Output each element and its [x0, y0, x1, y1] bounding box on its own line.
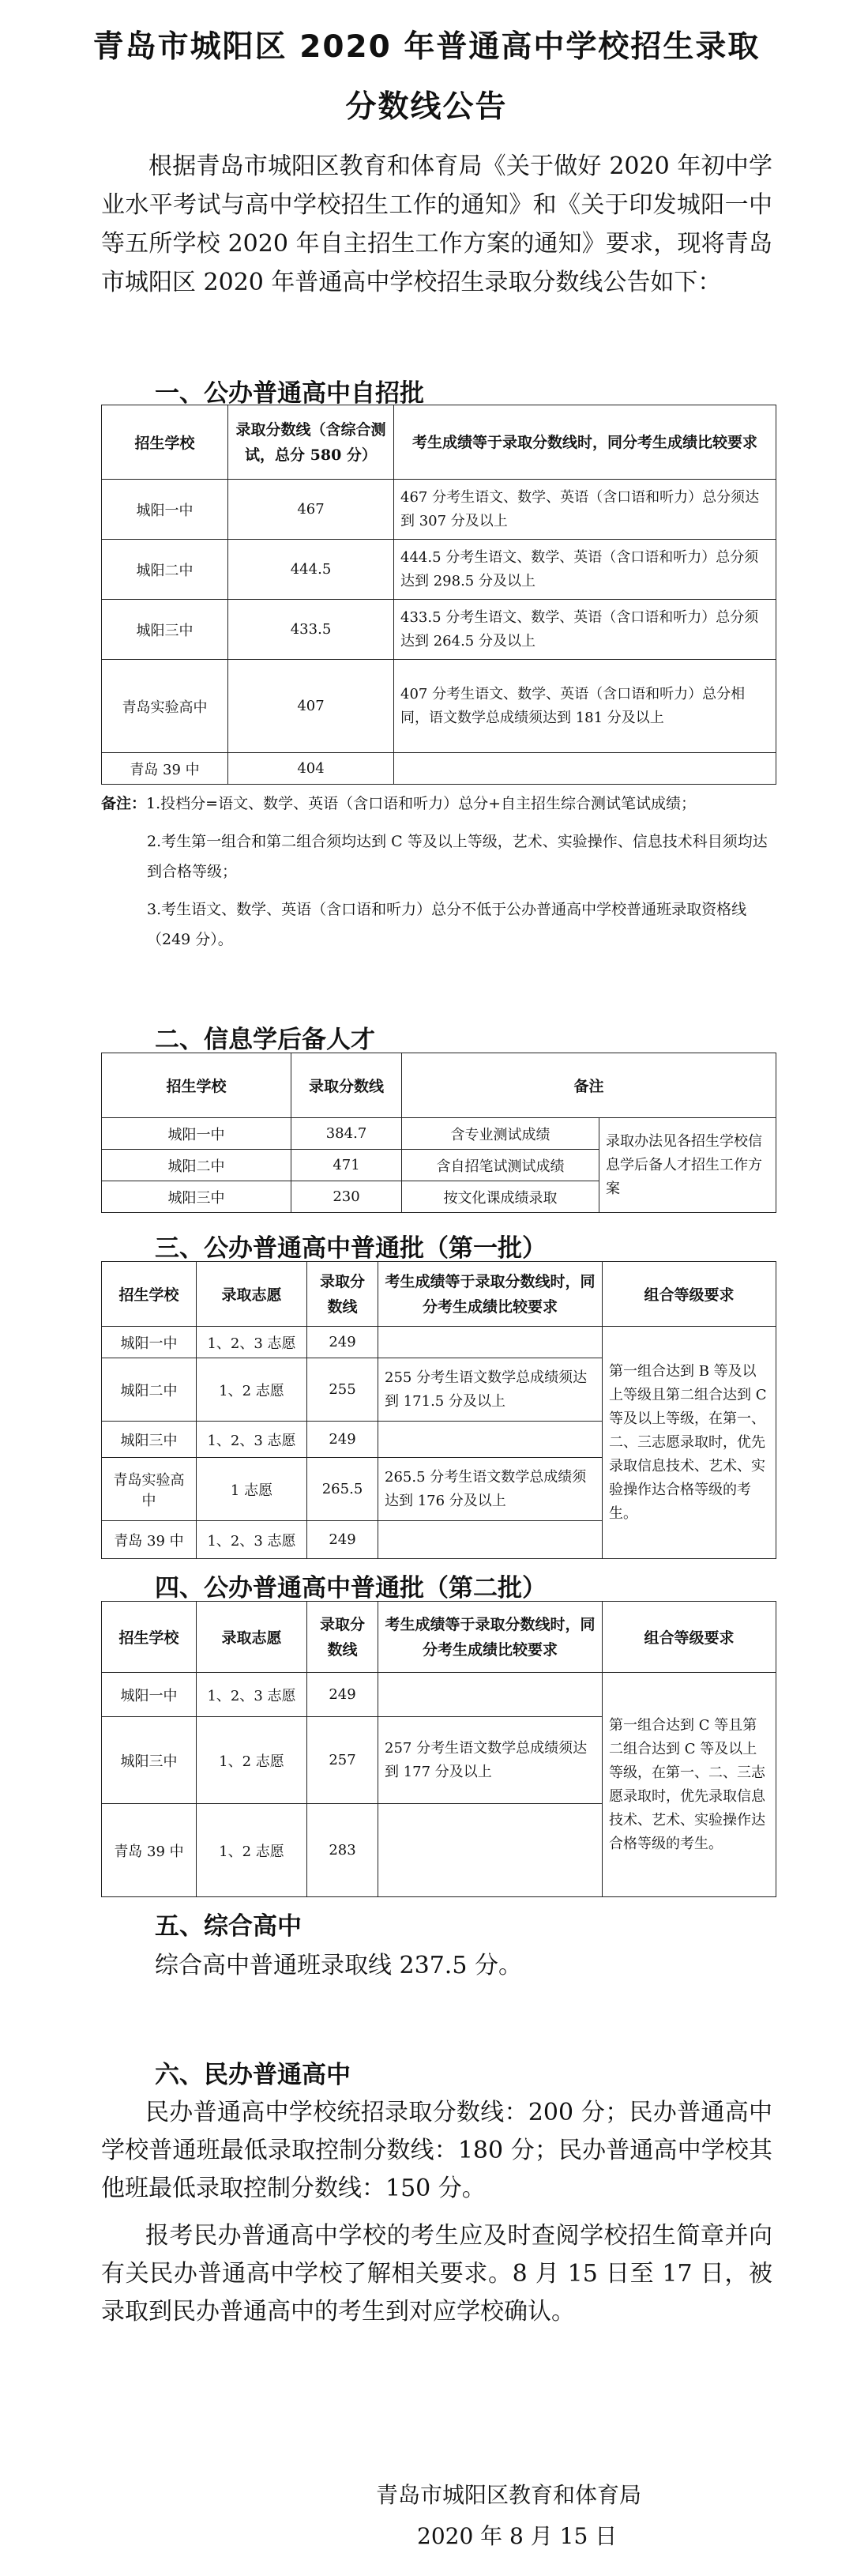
header-score: 录取分数线 [307, 1262, 378, 1327]
cell-school: 青岛实验高中 [102, 1458, 197, 1521]
section1-notes [101, 789, 780, 955]
table-row [102, 660, 776, 753]
header-rule: 考生成绩等于录取分数线时，同分考生成绩比较要求 [378, 1602, 603, 1673]
header-score: 录取分数线 [307, 1602, 378, 1673]
cell-rule: 444.5 分考生语文、数学、英语（含口语和听力）总分须达到 298.5 分及以上 [394, 540, 776, 600]
table-header-row [102, 1262, 776, 1327]
cell-score: 471 [291, 1150, 402, 1181]
header-school: 招生学校 [102, 1262, 197, 1327]
note-2: 2.考生第一组合和第二组合须均达到 C 等及以上等级，艺术、实验操作、信息技术科目须均达到合格等级； [147, 833, 768, 880]
cell-rule [378, 1521, 603, 1559]
cell-rule: 433.5 分考生语文、数学、英语（含口语和听力）总分须达到 264.5 分及以上 [394, 600, 776, 660]
cell-score: 467 [228, 480, 394, 540]
header-wish: 录取志愿 [197, 1262, 307, 1327]
cell-rule [378, 1673, 603, 1717]
cell-school: 城阳三中 [102, 1717, 197, 1804]
cell-school: 城阳一中 [102, 1673, 197, 1717]
cell-school: 城阳三中 [102, 1422, 197, 1458]
table-row [102, 540, 776, 600]
cell-score: 249 [307, 1673, 378, 1717]
section6-paragraph2: 报考民办普通高中学校的考生应及时查阅学校招生简章并向有关民办普通高中学校了解相关要求。8 月 15 日至 17 日，被录取到民办普通高中的考生到对应学校确认。 [101, 2222, 772, 2326]
cell-note: 按文化课成绩录取 [402, 1181, 599, 1213]
note-1: 1.投档分=语文、数学、英语（含口语和听力）总分+自主招生综合测试笔试成绩； [146, 795, 696, 812]
header-req: 组合等级要求 [603, 1602, 776, 1673]
cell-score: 384.7 [291, 1118, 402, 1150]
cell-school: 城阳一中 [102, 480, 228, 540]
cell-school: 城阳二中 [102, 540, 228, 600]
section6-heading: 六、民办普通高中 [155, 2061, 351, 2089]
section4-table [101, 1601, 776, 1897]
page-title-line2: 分数线公告 [345, 89, 508, 125]
cell-school: 青岛 39 中 [102, 1521, 197, 1559]
cell-rule [378, 1804, 603, 1897]
cell-score: 444.5 [228, 540, 394, 600]
cell-wish: 1、2 志愿 [197, 1717, 307, 1804]
cell-wish: 1、2 志愿 [197, 1358, 307, 1422]
section5-text: 综合高中普通班录取线 237.5 分。 [155, 1952, 522, 1979]
section1-heading: 一、公办普通高中自招批 [155, 379, 424, 408]
cell-rule [378, 1327, 603, 1358]
header-school: 招生学校 [102, 1602, 197, 1673]
cell-wish: 1、2、3 志愿 [197, 1521, 307, 1559]
cell-rule: 257 分考生语文数学总成绩须达到 177 分及以上 [378, 1717, 603, 1804]
table-row [102, 1673, 776, 1717]
section3-heading: 三、公办普通高中普通批（第一批） [155, 1234, 547, 1263]
cell-rule [378, 1422, 603, 1458]
cell-score: 265.5 [307, 1458, 378, 1521]
note-3: 3.考生语文、数学、英语（含口语和听力）总分不低于公办普通高中学校普通班录取资格线（249 分）。 [147, 901, 747, 948]
header-score: 录取分数线 [291, 1053, 402, 1118]
header-score: 录取分数线（含综合测试，总分 580 分） [228, 405, 394, 480]
table-row [102, 1327, 776, 1358]
section5-heading: 五、综合高中 [155, 1912, 302, 1941]
cell-rule: 265.5 分考生语文数学总成绩须达到 176 分及以上 [378, 1458, 603, 1521]
header-school: 招生学校 [102, 405, 228, 480]
cell-score: 249 [307, 1422, 378, 1458]
table-header-row [102, 1602, 776, 1673]
cell-wish: 1、2、3 志愿 [197, 1673, 307, 1717]
table-row [102, 600, 776, 660]
cell-score: 230 [291, 1181, 402, 1213]
section3-table [101, 1261, 776, 1559]
signature-date: 2020 年 8 月 15 日 [417, 2523, 618, 2549]
table-row [102, 1118, 776, 1150]
table-row [102, 753, 776, 785]
cell-school: 城阳二中 [102, 1150, 291, 1181]
cell-rule: 407 分考生语文、数学、英语（含口语和听力）总分相同，语文数学总成绩须达到 181 分及以上 [394, 660, 776, 753]
cell-note: 含专业测试成绩 [402, 1118, 599, 1150]
cell-school: 城阳二中 [102, 1358, 197, 1422]
section2-table [101, 1053, 776, 1213]
cell-wish: 1、2、3 志愿 [197, 1327, 307, 1358]
section6-paragraph1: 民办普通高中学校统招录取分数线：200 分；民办普通高中学校普通班最低录取控制分数线：180 分；民办普通高中学校其他班最低录取控制分数线：150 分。 [101, 2099, 772, 2202]
header-rule: 考生成绩等于录取分数线时，同分考生成绩比较要求 [394, 405, 776, 480]
header-rule: 考生成绩等于录取分数线时，同分考生成绩比较要求 [378, 1262, 603, 1327]
merged-req: 第一组合达到 B 等及以上等级且第二组合达到 C 等及以上等级，在第一、二、三志愿录取时，优先录取信息技术、艺术、实验操作达合格等级的考生。 [603, 1327, 776, 1559]
cell-rule [394, 753, 776, 785]
intro-paragraph: 根据青岛市城阳区教育和体育局《关于做好 2020 年初中学业水平考试与高中学校招生工作的通知》和《关于印发城阳一中等五所学校 2020 年自主招生工作方案的通知》要求，现将青岛市城阳区 2020 年普通高中学校招生录取分数线公告如下： [101, 153, 772, 296]
cell-score: 283 [307, 1804, 378, 1897]
cell-rule: 467 分考生语文、数学、英语（含口语和听力）总分须达到 307 分及以上 [394, 480, 776, 540]
cell-wish: 1 志愿 [197, 1458, 307, 1521]
cell-school: 青岛 39 中 [102, 753, 228, 785]
page-title-line1: 青岛市城阳区 2020 年普通高中学校招生录取 [92, 29, 761, 65]
cell-school: 城阳一中 [102, 1118, 291, 1150]
cell-note: 含自招笔试测试成绩 [402, 1150, 599, 1181]
section2-heading: 二、信息学后备人才 [155, 1026, 375, 1054]
cell-school: 城阳三中 [102, 1181, 291, 1213]
cell-score: 255 [307, 1358, 378, 1422]
notes-lead: 备注： [101, 795, 147, 812]
cell-score: 257 [307, 1717, 378, 1804]
header-school: 招生学校 [102, 1053, 291, 1118]
cell-wish: 1、2、3 志愿 [197, 1422, 307, 1458]
merged-note: 录取办法见各招生学校信息学后备人才招生工作方案 [599, 1118, 776, 1213]
merged-req: 第一组合达到 C 等且第二组合达到 C 等及以上等级，在第一、二、三志愿录取时，优先录取信息技术、艺术、实验操作达合格等级的考生。 [603, 1673, 776, 1897]
cell-score: 433.5 [228, 600, 394, 660]
table-header-row [102, 1053, 776, 1118]
section1-table [101, 405, 776, 785]
cell-score: 249 [307, 1327, 378, 1358]
cell-school: 青岛 39 中 [102, 1804, 197, 1897]
cell-score: 404 [228, 753, 394, 785]
cell-rule: 255 分考生语文数学总成绩须达到 171.5 分及以上 [378, 1358, 603, 1422]
header-note: 备注 [402, 1053, 776, 1118]
table-header-row [102, 405, 776, 480]
section4-heading: 四、公办普通高中普通批（第二批） [155, 1574, 547, 1602]
cell-score: 249 [307, 1521, 378, 1559]
cell-score: 407 [228, 660, 394, 753]
cell-school: 青岛实验高中 [102, 660, 228, 753]
header-wish: 录取志愿 [197, 1602, 307, 1673]
header-req: 组合等级要求 [603, 1262, 776, 1327]
cell-school: 城阳一中 [102, 1327, 197, 1358]
cell-wish: 1、2 志愿 [197, 1804, 307, 1897]
table-row [102, 480, 776, 540]
signature-org: 青岛市城阳区教育和体育局 [376, 2482, 642, 2508]
cell-school: 城阳三中 [102, 600, 228, 660]
